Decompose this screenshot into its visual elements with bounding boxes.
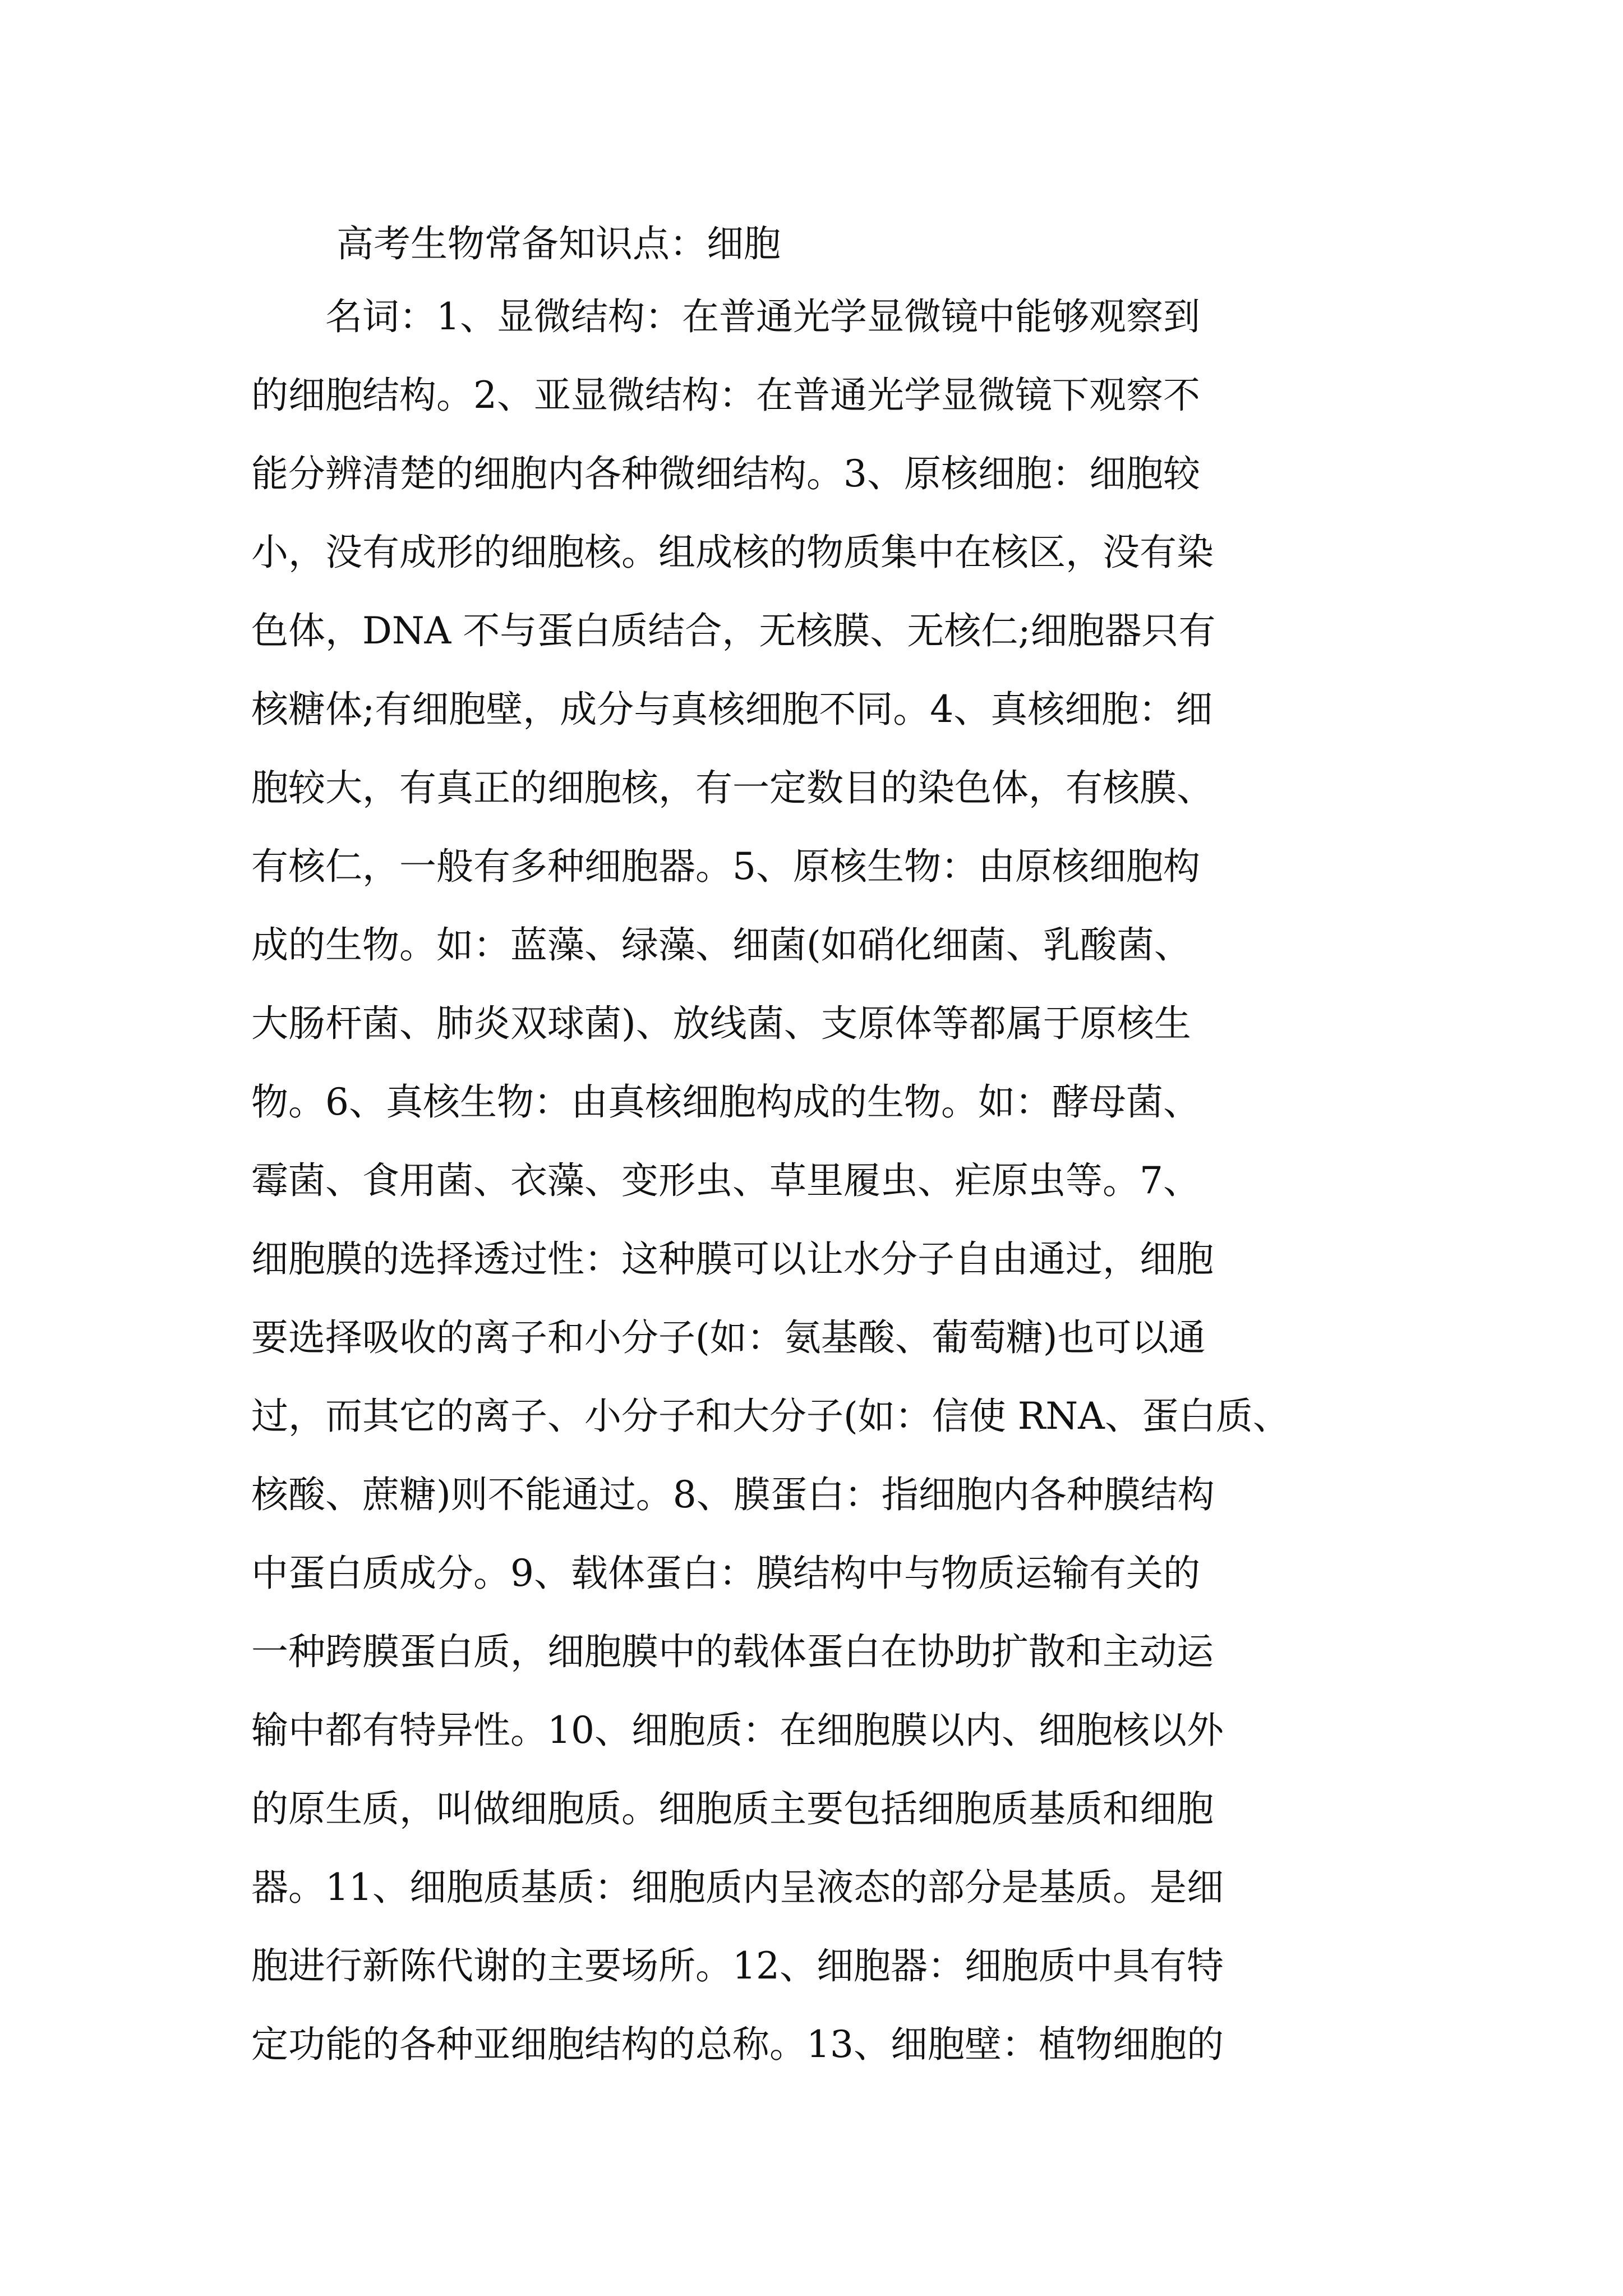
body-line: 成的生物。如：蓝藻、绿藻、细菌(如硝化细菌、乳酸菌、 — [251, 923, 1191, 967]
document-title: 高考生物常备知识点：细胞 — [336, 222, 781, 265]
body-line: 的原生质，叫做细胞质。细胞质主要包括细胞质基质和细胞 — [251, 1787, 1214, 1830]
body-line: 细胞膜的选择透过性：这种膜可以让水分子自由通过，细胞 — [251, 1237, 1214, 1281]
body-line: 有核仁，一般有多种细胞器。5、原核生物：由原核细胞构 — [251, 845, 1200, 888]
body-line: 霉菌、食用菌、衣藻、变形虫、草里履虫、疟原虫等。7、 — [251, 1159, 1200, 1202]
body-line: 大肠杆菌、肺炎双球菌)、放线菌、支原体等都属于原核生 — [251, 1002, 1191, 1045]
body-line: 一种跨膜蛋白质，细胞膜中的载体蛋白在协助扩散和主动运 — [251, 1630, 1214, 1673]
body-line: 名词：1、显微结构：在普通光学显微镜中能够观察到 — [251, 295, 1200, 338]
body-line: 输中都有特异性。10、细胞质：在细胞膜以内、细胞核以外 — [251, 1709, 1224, 1752]
body-line: 要选择吸收的离子和小分子(如：氨基酸、葡萄糖)也可以通 — [251, 1316, 1206, 1359]
body-line: 物。6、真核生物：由真核细胞构成的生物。如：酵母菌、 — [251, 1080, 1200, 1124]
body-line: 核酸、蔗糖)则不能通过。8、膜蛋白：指细胞内各种膜结构 — [251, 1473, 1215, 1516]
body-line: 的细胞结构。2、亚显微结构：在普通光学显微镜下观察不 — [251, 374, 1200, 417]
body-line: 定功能的各种亚细胞结构的总称。13、细胞壁：植物细胞的 — [251, 2023, 1224, 2066]
body-line: 核糖体;有细胞壁，成分与真核细胞不同。4、真核细胞：细 — [251, 688, 1213, 731]
body-line: 色体，DNA 不与蛋白质结合，无核膜、无核仁;细胞器只有 — [251, 609, 1216, 652]
body-line: 小，没有成形的细胞核。组成核的物质集中在核区，没有染 — [251, 531, 1214, 574]
body-line: 过，而其它的离子、小分子和大分子(如：信使 RNA、蛋白质、 — [251, 1395, 1290, 1438]
body-line: 胞较大，有真正的细胞核，有一定数目的染色体，有核膜、 — [251, 766, 1214, 809]
body-line: 器。11、细胞质基质：细胞质内呈液态的部分是基质。是细 — [251, 1866, 1224, 1909]
body-line: 中蛋白质成分。9、载体蛋白：膜结构中与物质运输有关的 — [251, 1552, 1200, 1595]
body-line: 能分辨清楚的细胞内各种微细结构。3、原核细胞：细胞较 — [251, 452, 1200, 495]
body-line: 胞进行新陈代谢的主要场所。12、细胞器：细胞质中具有特 — [251, 1944, 1224, 1987]
